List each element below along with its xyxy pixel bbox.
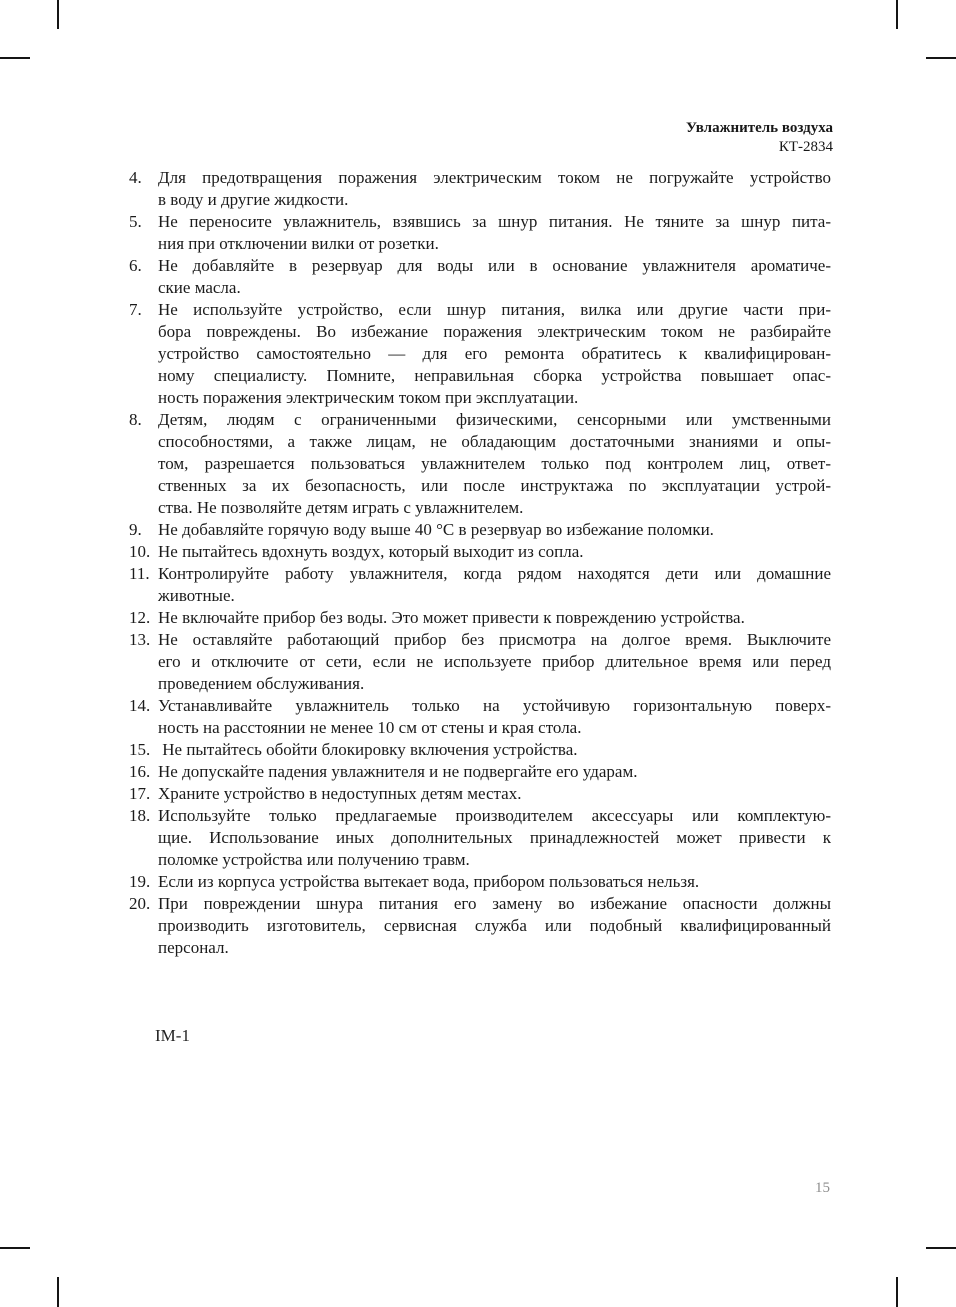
item-text: [158, 519, 831, 541]
running-header: [686, 119, 833, 157]
item-number: 8.: [129, 410, 142, 429]
text-line: способностями, а также лицам, не обладающим достаточными знаниями и опы-: [158, 432, 831, 451]
item-text: [158, 739, 831, 761]
item-number: 12.: [129, 608, 151, 627]
product-title: Увлажнитель воздуха: [685, 120, 833, 136]
item-text: [158, 607, 831, 629]
item-number: 13.: [129, 630, 151, 649]
list-item: [129, 695, 831, 739]
item-number: 15.: [129, 740, 151, 759]
item-text: [158, 761, 831, 783]
text-line: щие. Использование иных дополнительных принадлежностей может привести к: [158, 828, 831, 847]
list-item: [129, 563, 831, 607]
item-text: [158, 299, 831, 409]
text-line: животные.: [158, 586, 235, 605]
crop-mark-bottom-right-horizontal: [926, 1247, 956, 1249]
manual-code: IM-1: [155, 1026, 190, 1045]
crop-mark-top-right-vertical: [896, 0, 898, 29]
list-item: [129, 761, 831, 783]
item-number: 7.: [129, 300, 142, 319]
text-line: Не пытайтесь обойти блокировку включения устройства.: [158, 740, 578, 759]
text-line: Не используйте устройство, если шнур питания, вилка или другие части при-: [158, 300, 831, 319]
list-item: [129, 871, 831, 893]
item-text: [158, 629, 831, 695]
text-line: его и отключите от сети, если не используете прибор длительное время или перед: [158, 652, 831, 671]
list-item: [129, 805, 831, 871]
list-item: [129, 255, 831, 299]
text-line: Детям, людям с ограниченными физическими, сенсорными или умственными: [158, 410, 831, 429]
crop-mark-bottom-right-vertical: [896, 1277, 898, 1307]
item-text: [158, 211, 831, 255]
item-text: [158, 871, 831, 893]
text-line: в воду и другие жидкости.: [158, 190, 349, 209]
item-number: 17.: [129, 784, 151, 803]
item-text: [158, 695, 831, 739]
item-text: [158, 255, 831, 299]
text-line: Храните устройство в недоступных детям местах.: [158, 784, 522, 803]
text-line: бора повреждены. Во избежание поражения электрическим током не разбирайте: [158, 322, 831, 341]
item-text: [158, 805, 831, 871]
text-line: ность поражения электрическим током при эксплуатации.: [158, 388, 579, 407]
text-line: ния при отключении вилки от розетки.: [158, 234, 439, 253]
item-number: 5.: [129, 212, 142, 231]
text-line: Не переносите увлажнитель, взявшись за шнур питания. Не тяните за шнур пита-: [158, 212, 831, 231]
text-line: Используйте только предлагаемые производителем аксессуары или комплектую-: [158, 806, 831, 825]
list-item: [129, 541, 831, 563]
item-number: 11.: [129, 564, 150, 583]
crop-mark-top-left-horizontal: [0, 57, 30, 59]
safety-instructions-list: [129, 167, 831, 959]
text-line: Контролируйте работу увлажнителя, когда рядом находятся дети или домашние: [158, 564, 831, 583]
page-number: 15: [815, 1180, 830, 1196]
text-line: Не добавляйте в резервуар для воды или в основание увлажнителя ароматиче-: [158, 256, 831, 275]
crop-mark-bottom-left-horizontal: [0, 1247, 30, 1249]
list-item: [129, 519, 831, 541]
text-line: Не пытайтесь вдохнуть воздух, который выходит из сопла.: [158, 542, 584, 561]
item-text: [158, 783, 831, 805]
text-line: ства. Не позволяйте детям играть с увлажнителем.: [158, 498, 524, 517]
list-item: [129, 893, 831, 959]
text-line: том, разрешается пользоваться увлажнителем только под контролем лиц, ответ-: [158, 454, 831, 473]
item-number: 16.: [129, 762, 151, 781]
item-number: 6.: [129, 256, 142, 275]
text-line: Устанавливайте увлажнитель только на устойчивую горизонтальную поверх-: [158, 696, 831, 715]
item-number: 20.: [129, 894, 151, 913]
text-line: устройство самостоятельно — для его ремонта обратитесь к квалифицирован-: [158, 344, 831, 363]
text-line: персонал.: [158, 938, 229, 957]
item-text: [158, 893, 831, 959]
item-number: 9.: [129, 520, 142, 539]
text-line: ственных за их безопасность, или после инструктажа по эксплуатации устрой-: [158, 476, 831, 495]
model-number: КТ-2834: [778, 139, 833, 155]
text-line: Не допускайте падения увлажнителя и не подвергайте его ударам.: [158, 762, 638, 781]
list-item: [129, 629, 831, 695]
text-line: Не добавляйте горячую воду выше 40 °С в резервуар во избежание поломки.: [158, 520, 714, 539]
item-text: [158, 409, 831, 519]
text-line: поломке устройства или получению травм.: [158, 850, 470, 869]
text-line: Не включайте прибор без воды. Это может привести к повреждению устройства.: [158, 608, 745, 627]
text-line: При повреждении шнура питания его замену во избежание опасности должны: [158, 894, 831, 913]
text-line: производить изготовитель, сервисная служба или подобный квалифицированный: [158, 916, 831, 935]
text-line: Не оставляйте работающий прибор без присмотра на долгое время. Выключите: [158, 630, 831, 649]
list-item: [129, 409, 831, 519]
item-number: 4.: [129, 168, 142, 187]
list-item: [129, 739, 831, 761]
crop-mark-top-left-vertical: [57, 0, 59, 29]
item-text: [158, 541, 831, 563]
list-item: [129, 167, 831, 211]
item-text: [158, 167, 831, 211]
crop-mark-bottom-left-vertical: [57, 1277, 59, 1307]
list-item: [129, 211, 831, 255]
text-line: Для предотвращения поражения электрическим током не погружайте устройство: [158, 168, 831, 187]
list-item: [129, 299, 831, 409]
text-line: ские масла.: [158, 278, 241, 297]
list-item: [129, 783, 831, 805]
item-text: [158, 563, 831, 607]
item-number: 19.: [129, 872, 151, 891]
crop-mark-top-right-horizontal: [926, 57, 956, 59]
list-item: [129, 607, 831, 629]
text-line: проведением обслуживания.: [158, 674, 365, 693]
item-number: 10.: [129, 542, 151, 561]
text-line: ному специалисту. Помните, неправильная сборка устройства повышает опас-: [158, 366, 831, 385]
item-number: 14.: [129, 696, 151, 715]
item-number: 18.: [129, 806, 151, 825]
text-line: Если из корпуса устройства вытекает вода, прибором пользоваться нельзя.: [158, 872, 700, 891]
text-line: ность на расстоянии не менее 10 см от стены и края стола.: [158, 718, 582, 737]
